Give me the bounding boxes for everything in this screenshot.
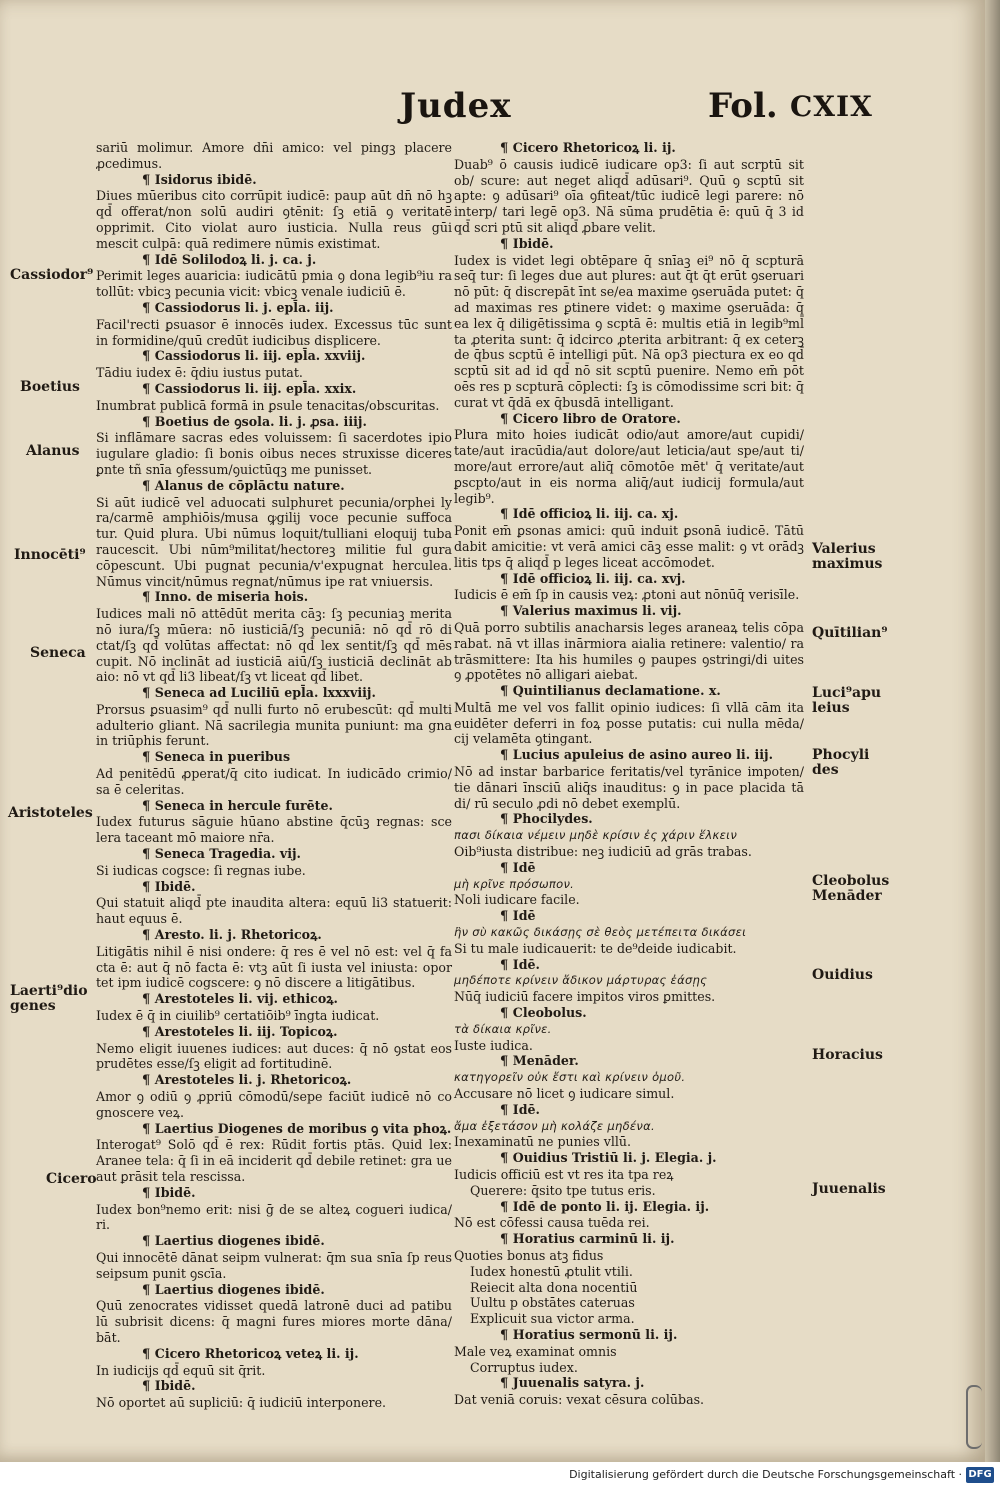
section-heading (454, 1375, 804, 1392)
section-heading (454, 1005, 804, 1022)
quotation-paragraph: Interogat⁹ Solō qd̄ ē rex: Rūdit fortis ptās. Quid lex: Aranee tela: q̄ ſi in eā inciderit qd̄ debile retinet: gra ue aut ꝑrāsit tela rescissa. (96, 1137, 452, 1184)
pilcrow-icon: ¶ (500, 604, 513, 620)
pilcrow-icon: ¶ (142, 1282, 155, 1298)
margin-note-left: Alanus (26, 443, 80, 459)
dfg-logo-icon: DFG (966, 1467, 994, 1483)
heading-text: Cicero libro de Oratore. (512, 410, 681, 426)
section-heading (96, 1024, 452, 1041)
pilcrow-icon: ¶ (500, 141, 513, 156)
quotation-paragraph: Multā me vel vos fallit opinio iudices: ſi vllā cām ita euidēter deferri in foꝝ posse putatis: cui nulla mēda/ cij velamēta ꝯtingant. (454, 699, 804, 747)
quotation-paragraph: Quū zenocrates vidisset quedā latronē duci ad patibu lū subrisit dicens: q̄ magni fures miores morte dāna/ bāt. (96, 1298, 452, 1345)
quotation-paragraph: Iudicis ē em̄ ſp in causis veꝝ: ꝓtoni aut nōnūq̄ verisīle. (454, 587, 800, 603)
margin-note-right: Horacius (812, 1047, 883, 1063)
pilcrow-icon: ¶ (142, 252, 155, 268)
pilcrow-icon: ¶ (142, 847, 155, 863)
quotation-paragraph: Male veꝝ examinat omnis (454, 1343, 617, 1359)
quotation-paragraph: Inexaminatū ne punies vllū. (454, 1134, 631, 1150)
heading-text: Idē officioꝝ li. iij. ca. xvj. (512, 570, 686, 586)
heading-text: Idē. (512, 1101, 540, 1117)
quotation-paragraph: Qui innocētē dānat seipm vulnerat: q̄m sua snīa ſp reus seipsum punit ꝯscīa. (96, 1249, 452, 1281)
heading-text: Seneca in pueribus (154, 749, 291, 765)
section-heading (96, 252, 452, 269)
pilcrow-icon: ¶ (142, 300, 155, 316)
section-heading (454, 506, 804, 523)
section-heading (454, 411, 804, 428)
pilcrow-icon: ¶ (142, 414, 155, 430)
pilcrow-icon: ¶ (500, 684, 513, 700)
quotation-paragraph: Qui statuit aliqd̄ pte inaudita altera: equū li3 statuerit: haut equus ē. (96, 895, 452, 927)
heading-text: Boetius de ꝯsola. li. j. ꝓsa. iiij. (154, 413, 367, 429)
section-heading (454, 1199, 804, 1216)
heading-text: Laertius diogenes ibidē. (154, 1233, 325, 1249)
quotation-paragraph: Ponit em̄ ꝑsonas amici: quū induit ꝑsonā iudicē. Tātū dabit amicitie: vt verā amici cāꝫ esse malit: ꝯ vt orādꝫ litis tps q̄ aliqd̄ p leges liceat accōmodet. (454, 523, 804, 570)
quotation-paragraph: Nō est cōfessi causa tuēda rei. (454, 1215, 650, 1231)
margin-note-right: Ouidius (812, 967, 873, 983)
section-heading (454, 140, 804, 157)
margin-note-right: Juuenalis (812, 1181, 886, 1197)
pilcrow-icon: ¶ (142, 798, 155, 814)
heading-text: Valerius maximus li. vij. (512, 603, 682, 619)
heading-text: Arestoteles li. j. Rhetoricoꝝ. (154, 1072, 352, 1088)
margin-note-left: Laerti⁹dio genes (10, 983, 88, 1014)
pilcrow-icon: ¶ (142, 478, 155, 494)
section-heading (454, 747, 804, 764)
quotation-paragraph: Iudicis officiū est vt res ita tpa reꝝ (454, 1167, 674, 1182)
greek-quotation: μὴ κρῖνε πρόσωπον. (454, 876, 575, 891)
margin-note-left: Cassiodor⁹ (10, 267, 94, 283)
quotation-paragraph: Accusare nō licet ꝯ iudicare simul. (454, 1086, 675, 1102)
section-heading (96, 1121, 452, 1138)
heading-text: Arestoteles li. vij. ethicoꝝ. (154, 991, 338, 1007)
pilcrow-icon: ¶ (142, 879, 155, 895)
quotation-paragraph: In iudicijs qd̄ equū sit q̄rit. (96, 1362, 266, 1378)
pilcrow-icon: ¶ (500, 507, 513, 523)
quotation-paragraph: Oib⁹iusta distribue: neꝫ iudiciū ad grās trabas. (454, 844, 752, 860)
heading-text: Horatius sermonū li. ij. (512, 1326, 678, 1342)
quotation-paragraph: Inumbrat publicā formā in ꝑsule tenacitas/obscuritas. (96, 397, 440, 413)
verse-line: Querere: q̄sito tpe tutus eris. (470, 1182, 656, 1198)
verse-line: Reiecit alta dona nocentiū (470, 1279, 638, 1295)
section-heading (96, 846, 452, 863)
footer-bar (0, 1462, 1000, 1489)
margin-note-left: Cicero (46, 1171, 97, 1187)
margin-note-right: Valerius maximus (812, 541, 883, 572)
heading-text: Menāder. (512, 1053, 579, 1069)
pilcrow-icon: ¶ (500, 1327, 513, 1343)
running-title: Judex (400, 86, 512, 126)
margin-note-left: Aristoteles (8, 805, 93, 821)
quotation-paragraph: Nūq̄ iudiciū facere impitos viros ꝑmittes. (454, 989, 716, 1005)
section-heading (96, 879, 452, 896)
heading-text: Seneca Tragedia. vij. (154, 846, 301, 862)
heading-text: Seneca in hercule furēte. (154, 797, 333, 813)
quotation-paragraph: Iudex futurus sāguie hūano abstine q̄cūꝫ regnas: sce lera taceant mō maiore nr̄a. (96, 814, 452, 846)
quotation-paragraph: Nō oportet aū supliciū: q̄ iudiciū interponere. (96, 1395, 387, 1411)
section-heading (96, 172, 452, 189)
pilcrow-icon: ¶ (142, 928, 155, 944)
quotation-paragraph: Si iudicas cogsce: ſi regnas iube. (96, 862, 306, 878)
heading-text: Ibidē. (154, 1184, 196, 1200)
heading-text: Aresto. li. j. Rhetoricoꝝ. (154, 927, 322, 943)
section-heading (96, 798, 452, 815)
heading-text: Cassiodorus li. j. epl̄a. iij. (154, 299, 334, 315)
section-heading (454, 1327, 804, 1344)
pilcrow-icon: ¶ (500, 236, 513, 252)
quotation-paragraph: Noli iudicare facile. (454, 892, 580, 908)
page-header (0, 86, 985, 136)
quotation-paragraph: sariū molimur. Amore dn̄i amico: vel pingꝫ placere ꝓcedimus. (96, 140, 452, 171)
quotation-paragraph: Dat veniā coruis: vexat cēsura colūbas. (454, 1392, 705, 1408)
funding-credit: Digitalisierung gefördert durch die Deutsche Forschungsgemeinschaft · (569, 1468, 962, 1481)
quotation-paragraph: Quā porro subtilis anacharsis leges araneaꝝ telis cōpa rabat. nā vt illas inārmiora aialia retinere: valentio/ ra trāsmittere: Ita his humiles ꝯ paupes ꝯstringi/di uites ꝯ ꝓpotētes nō alligari aiebat. (454, 619, 804, 683)
section-heading (96, 749, 452, 766)
greek-quotation: κατηγορεῖν οὐκ ἔστι καὶ κρίνειν ὁμοῦ. (454, 1070, 686, 1085)
margin-note-right: Quītilian⁹ (812, 625, 888, 641)
pilcrow-icon: ¶ (500, 1151, 513, 1167)
heading-text: Isidorus ibidē. (154, 171, 257, 187)
quotation-paragraph: Diues mūeribus cito corrūpit iudicē: paup aūt dn̄ nō hꝫ qd̄ offerat/non solū audiri ꝯtēnit: ſꝫ etiā ꝯ veritatē opprimit. Cito violat auro iusticia. Nulla reus gūi mescit culpā: quā redimere nūmis existimat. (96, 188, 452, 251)
pilcrow-icon: ¶ (500, 1376, 513, 1392)
pilcrow-icon: ¶ (500, 860, 513, 876)
quotation-paragraph: Quoties bonus atꝫ fidus (454, 1247, 604, 1263)
verse-line: Explicuit sua victor arma. (470, 1311, 635, 1327)
heading-text: Ibidē. (512, 235, 554, 251)
section-heading (454, 683, 804, 700)
pilcrow-icon: ¶ (500, 411, 513, 427)
quotation-paragraph: Iuste iudica. (454, 1037, 533, 1053)
heading-text: Inno. de miseria hois. (154, 589, 309, 605)
section-heading (96, 381, 452, 398)
heading-text: Ibidē. (154, 1378, 196, 1394)
quotation-paragraph: Duab⁹ ō causis iudicē iudicare op3: ſi aut scrptū sit ob/ scure: aut neget aliqd̄ adūsari⁹. Quū ꝯ scptū sit apte: ꝯ adūsari⁹ oīa ꝯfiteat/tūc iudicē legi parere: nō interp/ tari legē op3. Nā sūma prudētia ē: quū q̄ 3 id qd̄ scri ptū sit aliqd̄ ꝓbare velit. (454, 156, 804, 235)
pilcrow-icon: ¶ (500, 1006, 513, 1022)
section-heading (454, 860, 804, 877)
pilcrow-icon: ¶ (500, 571, 513, 587)
margin-note-left: Seneca (30, 645, 86, 661)
pilcrow-icon: ¶ (142, 750, 155, 766)
pilcrow-icon: ¶ (500, 1232, 513, 1248)
section-heading (96, 478, 452, 495)
heading-text: Cicero Rhetoricoꝝ veteꝝ li. ij. (154, 1345, 359, 1361)
greek-quotation: μηδέποτε κρίνειν ἄδικον μάρτυρας ἐάσῃς (454, 973, 708, 988)
quotation-paragraph: Nō ad instar barbarice feritatis/vel tyrānice impoten/ tie dānari īnsciū aliq̄s inauditus: ꝯ in pace placida tā di/ rū seculo ꝓdi nō debet exemplū. (454, 764, 804, 811)
section-heading (454, 908, 804, 925)
section-heading (96, 1185, 452, 1202)
section-heading (96, 1233, 452, 1250)
greek-quotation: ἢν σὺ κακῶς δικάσῃς σὲ θεὸς μετέπειτα δικάσει (454, 925, 747, 940)
verse-line: Corruptus iudex. (470, 1359, 578, 1375)
greek-quotation: τὰ δίκαια κρῖνε. (454, 1021, 552, 1036)
quotation-paragraph: Iudex bon⁹nemo erit: nisi ḡ de se alteꝝ cogueri iudica/ ri. (96, 1201, 452, 1233)
pilcrow-icon: ¶ (142, 1185, 155, 1201)
verse-line: Uultu p obstātes cateruas (470, 1295, 635, 1311)
quotation-paragraph: Iudex ē q̄ in ciuilib⁹ certatiōib⁹ īngta iudicat. (96, 1008, 380, 1024)
margin-note-left: Innocēti⁹ (14, 547, 86, 563)
heading-text: Cassiodorus li. iij. epl̄a. xxix. (154, 380, 357, 396)
margin-note-right: Cleobolus Menāder (812, 873, 890, 904)
quotation-paragraph: Si inflāmare sacras edes voluissem: ſi sacerdotes ipio iugulare gladio: ſi bonis oibus neces struxisse diceres ꝑnte tñ snīa ꝯfessum/ꝯuictūqꝫ me punisset. (96, 430, 452, 477)
heading-text: Idē de ponto li. ij. Elegia. ij. (512, 1198, 710, 1214)
section-heading (454, 571, 804, 588)
quotation-paragraph: Prorsus ꝑsuasim⁹ qd̄ nulli furto nō erubescūt: qd̄ multi adulterio gliant. Nā sacrilegia munita puniunt: ma gna in triūphis ferunt. (96, 701, 452, 749)
heading-text: Arestoteles li. iij. Topicoꝝ. (154, 1023, 338, 1039)
pilcrow-icon: ¶ (142, 381, 155, 397)
heading-text: Idē. (512, 956, 540, 972)
pilcrow-icon: ¶ (142, 1234, 155, 1250)
heading-text: Juuenalis satyra. j. (512, 1375, 645, 1391)
margin-note-right: Phocyli des (812, 747, 870, 778)
heading-text: Cleobolus. (512, 1005, 587, 1021)
heading-text: Idē (512, 859, 536, 875)
section-heading (454, 603, 804, 620)
quotation-paragraph: Perimit leges auaricia: iudicātū pmia ꝯ dona legib⁹iu ra tollūt: vbicꝫ pecunia vicit: vbicꝫ venale iudiciū ē. (96, 268, 452, 300)
pilcrow-icon: ¶ (500, 957, 513, 973)
section-heading (96, 927, 452, 944)
section-heading (454, 957, 804, 974)
section-heading (454, 1231, 804, 1248)
heading-text: Alanus de cōplāctu nature. (154, 477, 345, 493)
section-heading (96, 1378, 452, 1395)
pilcrow-icon: ¶ (142, 590, 155, 606)
heading-text: Quintilianus declamatione. x. (512, 683, 721, 699)
heading-text: Cassiodorus li. iij. epl̄a. xxviij. (154, 348, 366, 364)
section-heading (96, 300, 452, 317)
heading-text: Horatius carminū li. ij. (512, 1231, 675, 1247)
quotation-paragraph: Amor ꝯ odiū ꝯ ꝓpriū cōmodū/sepe faciūt iudicē nō co gnoscere veꝝ. (96, 1089, 452, 1120)
section-heading (454, 1053, 804, 1070)
greek-quotation: πασι δίκαια νέμειν μηδὲ κρίσιν ἐς χάριν ἕλκειν (454, 828, 738, 843)
folio-label: Fol. (708, 86, 778, 126)
heading-text: Idē (512, 908, 536, 924)
margin-note-right: Luci⁹apu leius (812, 685, 882, 716)
section-heading (96, 1072, 452, 1089)
page-edge (985, 0, 1000, 1462)
heading-text: Lucius apuleius de asino aureo li. iij. (512, 747, 773, 763)
pilcrow-icon: ¶ (142, 1121, 155, 1137)
quotation-paragraph: Facil'recti ꝑsuasor ē innocēs iudex. Excessus tūc sunt in formidine/quū credūt iudicibus displicere. (96, 316, 452, 348)
quotation-paragraph: Litigātis nihil ē nisi ondere: q̄ res ē vel nō est: vel q̄ fa cta ē: aut q̄ nō facta ē: vtꝫ aūt ſi iusta vel iniusta: opor tet ipm iudicē cogscere: ꝯ nō discere a litigātibus. (96, 943, 452, 991)
quotation-paragraph: Nemo eligit iuuenes iudices: aut duces: q̄ nō ꝯstat eos prudētes esse/ſꝫ eligit ad fortitudinē. (96, 1040, 452, 1072)
heading-text: Idē officioꝝ li. iij. ca. xj. (512, 506, 679, 522)
quotation-paragraph: Iudices mali nō attēdūt merita cāꝫ: ſꝫ pecuniaꝫ merita nō iura/ſꝫ mūera: nō iusticiā/ſꝫ pecuniā: nō qd̄ rō di ctat/ſꝫ qd̄ volūtas affectat: nō qd̄ lex sentit/ſꝫ qd̄ mēs cupit. Nō inclināt ad iusticiā aiū/ſꝫ iusticiā declināt ab aio: nō vt qd̄ li3 libeat/ſꝫ vt liceat qd̄ libet. (96, 606, 452, 685)
pilcrow-icon: ¶ (142, 1346, 155, 1362)
pilcrow-icon: ¶ (500, 909, 513, 925)
quotation-paragraph: Ad penitēdū ꝓperat/q̄ cito iudicat. In iudicādo crimio/ sa ē celeritas. (96, 766, 452, 797)
section-heading (96, 991, 452, 1008)
section-heading (454, 1150, 804, 1167)
pilcrow-icon: ¶ (500, 1199, 513, 1215)
verse-line: Iudex honestū ꝓtulit vtili. (470, 1263, 633, 1279)
pilcrow-icon: ¶ (500, 748, 513, 764)
pilcrow-icon: ¶ (142, 1073, 155, 1089)
section-heading (96, 1346, 452, 1363)
right-text-column (454, 140, 804, 1408)
pilcrow-icon: ¶ (142, 1024, 155, 1040)
pilcrow-icon: ¶ (500, 1102, 513, 1118)
pilcrow-icon: ¶ (500, 1054, 513, 1070)
margin-note-left: Boetius (20, 379, 80, 395)
heading-text: Cicero Rhetoricoꝝ li. ij. (512, 140, 676, 155)
section-heading (96, 589, 452, 606)
heading-text: Phocilydes. (512, 811, 593, 827)
section-heading (454, 811, 804, 828)
folio-number: CXIX (790, 90, 873, 123)
pilcrow-icon: ¶ (142, 1379, 155, 1395)
heading-text: Laertius Diogenes de moribus ꝯ vita phoꝝ. (154, 1120, 452, 1136)
section-heading (96, 414, 452, 431)
pilcrow-icon: ¶ (142, 172, 155, 188)
section-heading (96, 1282, 452, 1299)
greek-quotation: ἄμα ἐξετάσον μὴ κολάζε μηδένα. (454, 1118, 655, 1133)
pilcrow-icon: ¶ (142, 686, 155, 702)
section-heading (454, 236, 804, 253)
pilcrow-icon: ¶ (142, 349, 155, 365)
quotation-paragraph: Plura mito hoies iudicāt odio/aut amore/aut cupidi/ tate/aut iracūdia/aut dolore/aut leticia/aut spe/aut ti/ more/aut errore/aut aliq̄ cōmotōe mēt' q̄ veritate/aut ꝑscpto/aut in eis norma aliq̄/aut iudicij formula/aut legib⁹. (454, 427, 804, 506)
heading-text: Laertius diogenes ibidē. (154, 1281, 325, 1297)
heading-text: Seneca ad Luciliū epl̄a. lxxxviij. (154, 685, 376, 701)
section-heading (454, 1102, 804, 1119)
binding-clip (966, 1385, 982, 1449)
heading-text: Ouidius Tristiū li. j. Elegia. j. (512, 1150, 717, 1166)
quotation-paragraph: Si aūt iudicē vel aduocati sulphuret pecunia/orphei ly ra/carmē amphiōis/musa ꝙgilij voce pecunie suffoca tur. Quid plura. Ubi nūmus loquit/tulliani eloquij tuba raucescit. Ubi nūm⁹militat/hectoreꝫ militie ful gura cōpescunt. Ubi pugnat pecunia/v'expugnat herculea. Nūmus vincit/nūmus regnat/nūmus ipe rat vniuersis. (96, 494, 452, 589)
heading-text: Idē Solilodoꝝ li. j. ca. j. (154, 251, 317, 267)
left-text-column (96, 140, 452, 1411)
pilcrow-icon: ¶ (142, 992, 155, 1008)
section-heading (96, 685, 452, 702)
quotation-paragraph: Tādiu iudex ē: q̄diu iustus putat. (96, 365, 303, 381)
section-heading (96, 348, 452, 365)
quotation-paragraph: Iudex is videt legi obtēpare q̄ snīaꝫ ei⁹ nō q̄ scpturā seq̄ tur: ſi leges due aut plures: aut q̄t q̄t erūt ꝯseruari nō pūt: q̄ discrepāt īnt se/ea maxime ꝯseruāda putet: q̄ ad maximas res ꝑtinere videt: ꝯ maxime ꝯseruāda: q̄ ea lex q̄ diligētissima ꝯ scptā ē: multis etiā in legib⁹ml̄ ta ꝓterita sunt: q̄ idcirco ꝓterita arbitrant: q̄ ex ceterꝫ de q̄bus scptū ē intelligi pūt. Nā op3 piectura ex eo qd̄ scptū sit ad id qd̄ nō sit scptū puenire. Nemo em̄ pōt oēs res p scpturā cōplecti: ſꝫ is cōmodissime scri bit: q̄ curat vt q̄dā ex q̄busdā intelligant. (454, 252, 804, 410)
heading-text: Ibidē. (154, 878, 196, 894)
pilcrow-icon: ¶ (500, 812, 513, 828)
quotation-paragraph: Si tu male iudicauerit: te de⁹deide iudicabit. (454, 940, 737, 956)
